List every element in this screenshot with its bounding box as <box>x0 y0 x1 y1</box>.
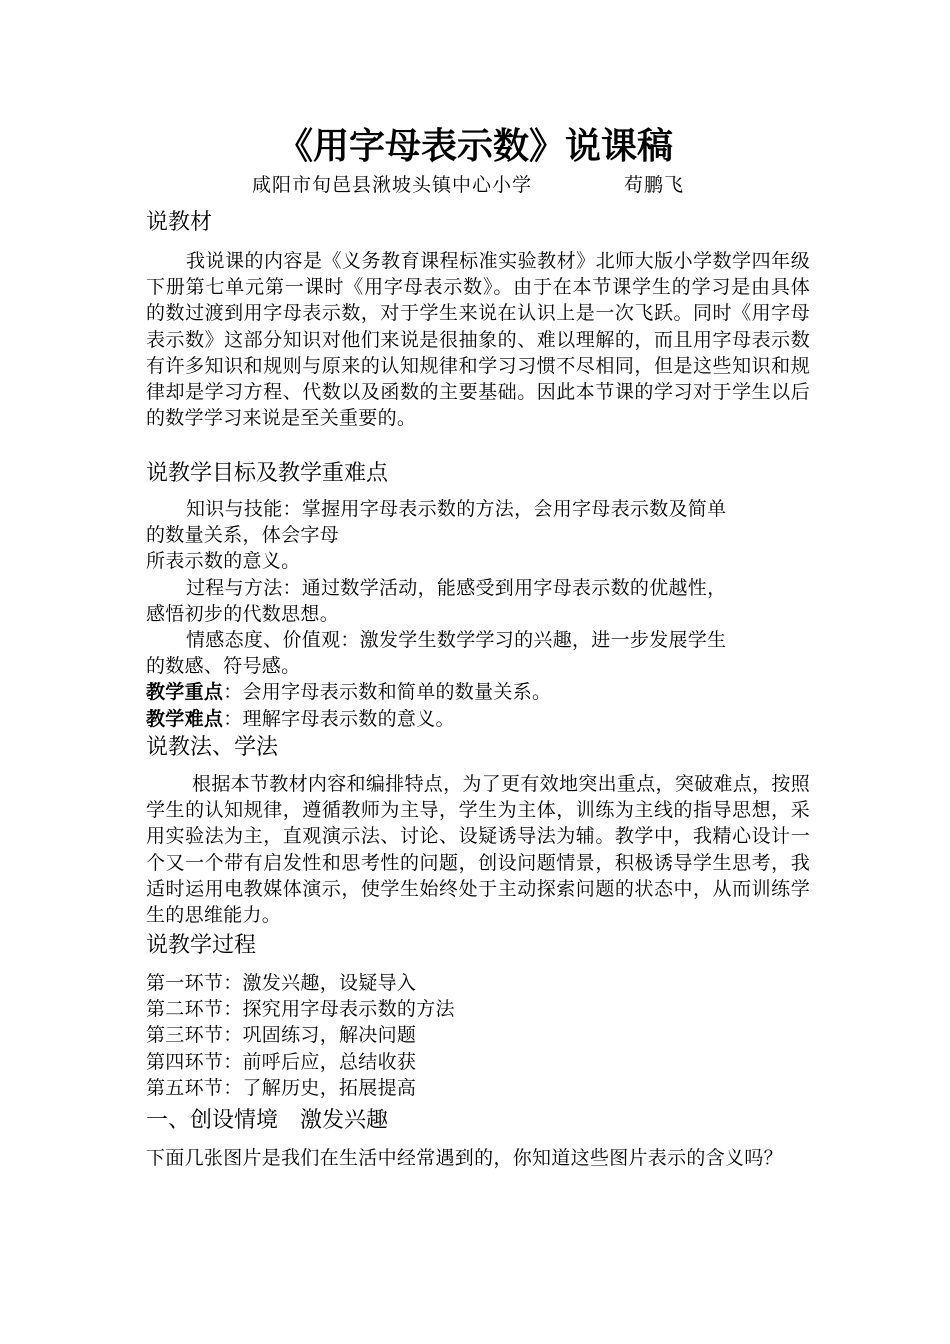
author-name: 苟鹏飞 <box>624 174 685 196</box>
goal-knowledge-line-2: 的数量关系，体会字母 <box>146 524 340 547</box>
author-school: 咸阳市旬邑县湫坡头镇中心小学 <box>252 174 533 196</box>
key-point-line <box>146 679 726 705</box>
process-step: 第四环节：前呼后应，总结收获 <box>146 1050 417 1073</box>
goal-attitude-line-2: 的数感、符号感。 <box>146 655 301 678</box>
goal-knowledge-line-1: 知识与技能：掌握用字母表示数的方法，会用字母表示数及简单 <box>186 498 727 520</box>
goal-attitude-line-1: 情感态度、价值观：激发学生数学学习的兴趣，进一步发展学生 <box>186 629 727 652</box>
difficulty-text: ：理解字母表示数的意义。 <box>223 707 455 730</box>
section-heading-materials: 说教材 <box>146 210 213 235</box>
section-heading-process: 说教学过程 <box>146 933 257 958</box>
materials-paragraph: 我说课的内容是《义务教育课程标准实验教材》北师大版小学数学四年级下册第七单元第一课时《用字母表示数》。由于在本节课学生的学习是由具体的数过渡到用字母表示数，对于学生来说在认识上是一次飞跃。同时《用字母表示数》这部分知识对他们来说是很抽象的、难以理解的，而且用字母表示数有许多知识和规则与原来的认知规律和学习习惯不尽相同，但是这些知识和规律却是学习方程、代数以及函数的主要基础。因此本节课的学习对于学生以后的数学学习来说是至关重要的。 <box>146 250 810 430</box>
process-steps <box>146 970 455 1101</box>
process-step: 第二环节：探究用字母表示数的方法 <box>146 998 455 1021</box>
section-heading-part-one: 一、创设情境 激发兴趣 <box>146 1108 389 1133</box>
section-heading-methods: 说教法、学法 <box>146 735 279 760</box>
goal-process-line-2: 感悟初步的代数思想。 <box>146 602 340 625</box>
goals-block <box>146 496 726 732</box>
goal-knowledge-line-3: 所表示数的意义。 <box>146 550 301 573</box>
methods-paragraph: 根据本节教材内容和编排特点，为了更有效地突出重点，突破难点，按照学生的认知规律，遵循教师为主导，学生为主体，训练为主线的指导思想，采用实验法为主，直观演示法、讨论、设疑诱导法为辅。教学中，我精心设计一个又一个带有启发性和思考性的问题，创设问题情景，积极诱导学生思考，我适时运用电教媒体演示，使学生始终处于主动探索问题的状态中，从而训练学生的思维能力。 <box>146 773 810 927</box>
document-title: 《用字母表示数》说课稿 <box>276 125 673 167</box>
section-heading-goals: 说教学目标及教学重难点 <box>146 461 389 486</box>
process-step: 第一环节：激发兴趣，设疑导入 <box>146 972 417 994</box>
key-point-label: 教学重点 <box>146 681 224 704</box>
key-point-text: ：会用字母表示数和简单的数量关系。 <box>223 681 552 704</box>
part-one-paragraph: 下面几张图片是我们在生活中经常遇到的，你知道这些图片表示的含义吗？ <box>146 1147 783 1169</box>
process-step: 第三环节：巩固练习，解决问题 <box>146 1024 417 1047</box>
difficulty-label: 教学难点 <box>146 707 224 730</box>
author-line <box>252 172 684 198</box>
difficulty-line <box>146 706 726 732</box>
process-step: 第五环节：了解历史，拓展提高 <box>146 1076 417 1099</box>
goal-process-line-1: 过程与方法：通过数学活动，能感受到用字母表示数的优越性， <box>186 576 727 599</box>
